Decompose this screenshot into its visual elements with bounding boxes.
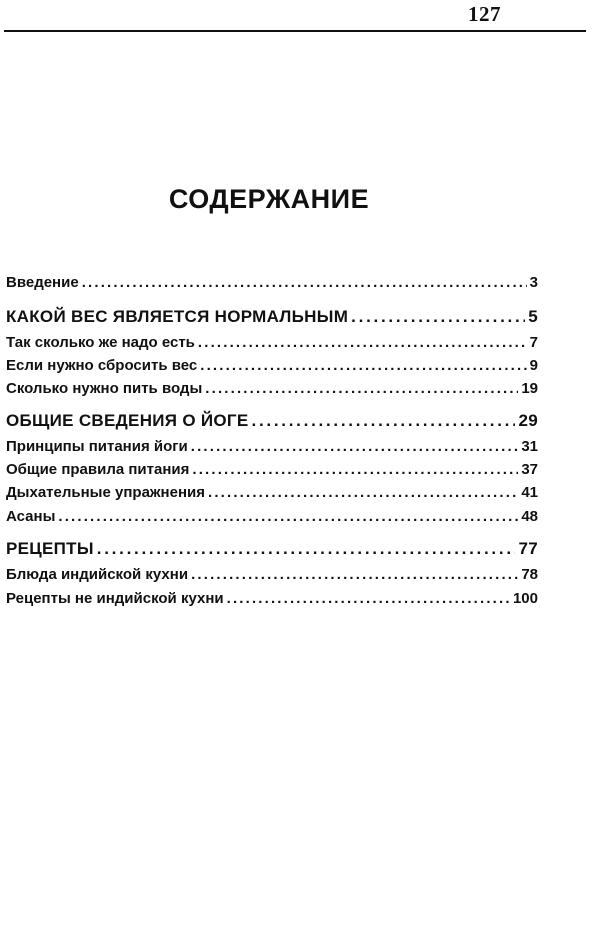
toc-entry-label: Асаны [6,508,56,525]
toc-section-label: РЕЦЕПТЫ [6,539,94,558]
toc-leader-dots [82,274,527,291]
page-number: 127 [468,2,501,26]
toc-entry-water[interactable] [6,380,538,397]
toc-entry-page: 3 [529,274,538,291]
toc-leader-dots [200,357,526,374]
toc-entry-indian-cuisine[interactable] [6,566,538,583]
page-title: СОДЕРЖАНИЕ [168,184,370,214]
header-rule [4,30,586,32]
toc-leader-dots [205,380,518,397]
toc-entry-page: 31 [521,438,538,455]
toc-entry-label: Так сколько же надо есть [6,334,195,351]
toc-entry-page: 9 [529,357,538,374]
toc-leader-dots [198,334,527,351]
toc-entry-yoga-nutrition[interactable] [6,438,538,455]
toc-section-label: КАКОЙ ВЕС ЯВЛЯЕТСЯ НОРМАЛЬНЫМ [6,307,349,326]
toc-section-page: 5 [528,307,538,326]
toc-entry-general-rules[interactable] [6,461,538,478]
toc-leader-dots [227,590,510,607]
toc-leader-dots [192,461,518,478]
toc-entry-label: Блюда индийской кухни [6,566,189,583]
toc-section-label: ОБЩИЕ СВЕДЕНИЯ О ЙОГЕ [6,411,249,430]
toc-section-page: 29 [518,411,538,430]
toc-leader-dots [58,508,518,525]
toc-entry-page: 100 [512,590,538,607]
toc-entry-label: Принципы питания йоги [6,438,188,455]
toc-entry-page: 19 [521,380,538,397]
toc-entry-breathing[interactable] [6,484,538,501]
toc-entry-label: Рецепты не индийской кухни [6,590,224,607]
toc-leader-dots [97,539,516,559]
toc-entry-asanas[interactable] [6,508,538,525]
toc-leader-dots [191,566,518,583]
toc-leader-dots [351,307,525,327]
toc-entry-label: Если нужно сбросить вес [6,357,198,374]
toc-section-normal-weight[interactable] [6,307,538,327]
toc-entry-page: 41 [521,484,538,501]
toc-entry-label: Общие правила питания [6,461,190,478]
toc-entry-how-much-to-eat[interactable] [6,334,538,351]
toc-section-yoga[interactable] [6,411,538,431]
toc-entry-page: 78 [521,566,538,583]
toc-entry-page: 48 [521,508,538,525]
toc-entry-label: Введение [6,274,79,291]
toc-section-page: 77 [518,539,538,558]
toc-leader-dots [208,484,518,501]
toc-entry-lose-weight[interactable] [6,357,538,374]
toc-entry-introduction[interactable] [6,274,538,291]
toc-entry-non-indian-cuisine[interactable] [6,590,538,607]
toc-section-recipes[interactable] [6,539,538,559]
toc-leader-dots [252,411,516,431]
toc-entry-page: 37 [521,461,538,478]
toc-entry-label: Сколько нужно пить воды [6,380,203,397]
toc-entry-page: 7 [529,334,538,351]
toc-leader-dots [191,438,519,455]
toc-entry-label: Дыхательные упражнения [6,484,205,501]
